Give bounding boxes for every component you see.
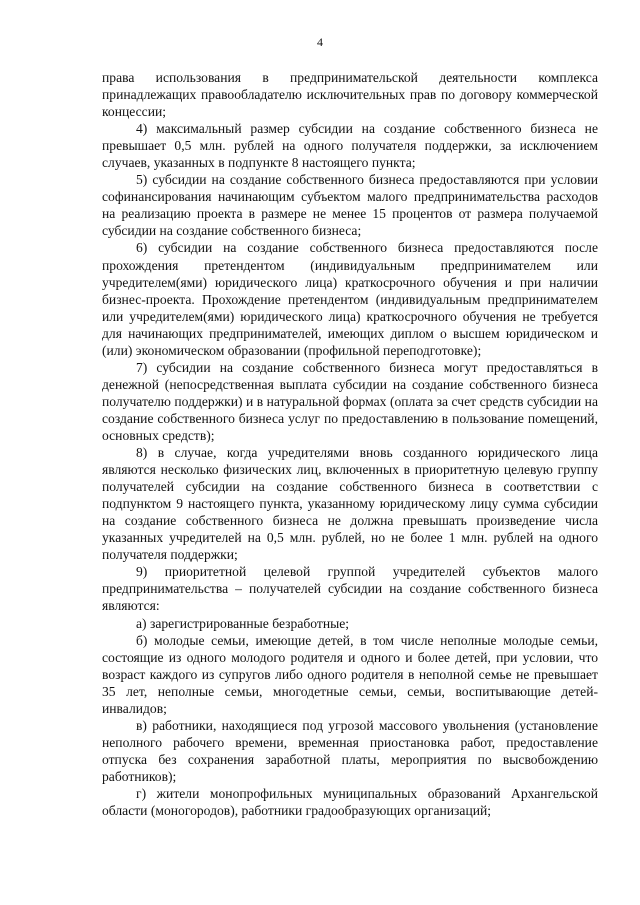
paragraph-item-9: 9) приоритетной целевой группой учредителей субъектов малого предпринимательства – получателей субсидии на создание собственного бизнеса являются: (102, 564, 598, 614)
paragraph-subitem-a: а) зарегистрированные безработные; (136, 615, 350, 631)
paragraph-subitem-v: в) работники, находящиеся под угрозой массового увольнения (установление неполного рабочего времени, временная приостановка работ, предоставление отпуска без сохранения заработной платы, мероприятия по высвобождению работников); (102, 717, 598, 784)
paragraph-item-4: 4) максимальный размер субсидии на создание собственного бизнеса не превышает 0,5 млн. рублей на одного получателя поддержки, за исключением случаев, указанных в подпункте 8 настоящего пункта; (102, 121, 598, 171)
paragraph-continuation: права использования в предпринимательской деятельности комплекса принадлежащих правообладателю исключительных прав по договору коммерческой концессии; (102, 70, 598, 120)
paragraph-subitem-g: г) жители монопрофильных муниципальных образований Архангельской области (моногородов), работники градообразующих организаций; (102, 785, 598, 819)
document-body (102, 69, 598, 819)
paragraph-subitem-b: б) молодые семьи, имеющие детей, в том числе неполные молодые семьи, состоящие из одного молодого родителя и одного и более детей, при условии, что возраст каждого из супругов либо одного родителя в неполной семье не превышает 35 лет, неполные семьи, многодетные семьи, семьи, воспитывающие детей-инвалидов; (102, 632, 598, 716)
paragraph-item-6: 6) субсидии на создание собственного бизнеса предоставляются после прохождения претендентом (индивидуальным предпринимателем или учредителем(ями) юридического лица) краткосрочного обучения и при наличии бизнес-проекта. Прохождение претендентом (индивидуальным предпринимателем или учредителем(ями) юридического лица) краткосрочного обучения не требуется для начинающих предпринимателей, имеющих диплом о высшем юридическом и (или) экономическом образовании (профильной переподготовке); (102, 240, 598, 358)
paragraph-item-5: 5) субсидии на создание собственного бизнеса предоставляются при условии софинансирования начинающим субъектом малого предпринимательства расходов на реализацию проекта в размере не менее 15 процентов от размера получаемой субсидии на создание собственного бизнеса; (102, 172, 598, 239)
page-number: 4 (317, 35, 323, 49)
paragraph-item-8: 8) в случае, когда учредителями вновь созданного юридического лица являются несколько физических лиц, включенных в приоритетную целевую группу получателей субсидии на создание собственного бизнеса в соответствии с подпунктом 9 настоящего пункта, указанному юридическому лицу сумма субсидии на создание собственного бизнеса не должна превышать произведение числа указанных учредителей на 0,5 млн. рублей, но не более 1 млн. рублей на одного получателя поддержки; (102, 445, 598, 563)
paragraph-item-7: 7) субсидии на создание собственного бизнеса могут предоставляться в денежной (непосредственная выплата субсидии на создание собственного бизнеса получателю поддержки) и в натуральной формах (оплата за счет средств субсидии на создание собственного бизнеса услуг по предоставлению в пользование помещений, основных средств); (102, 359, 598, 443)
